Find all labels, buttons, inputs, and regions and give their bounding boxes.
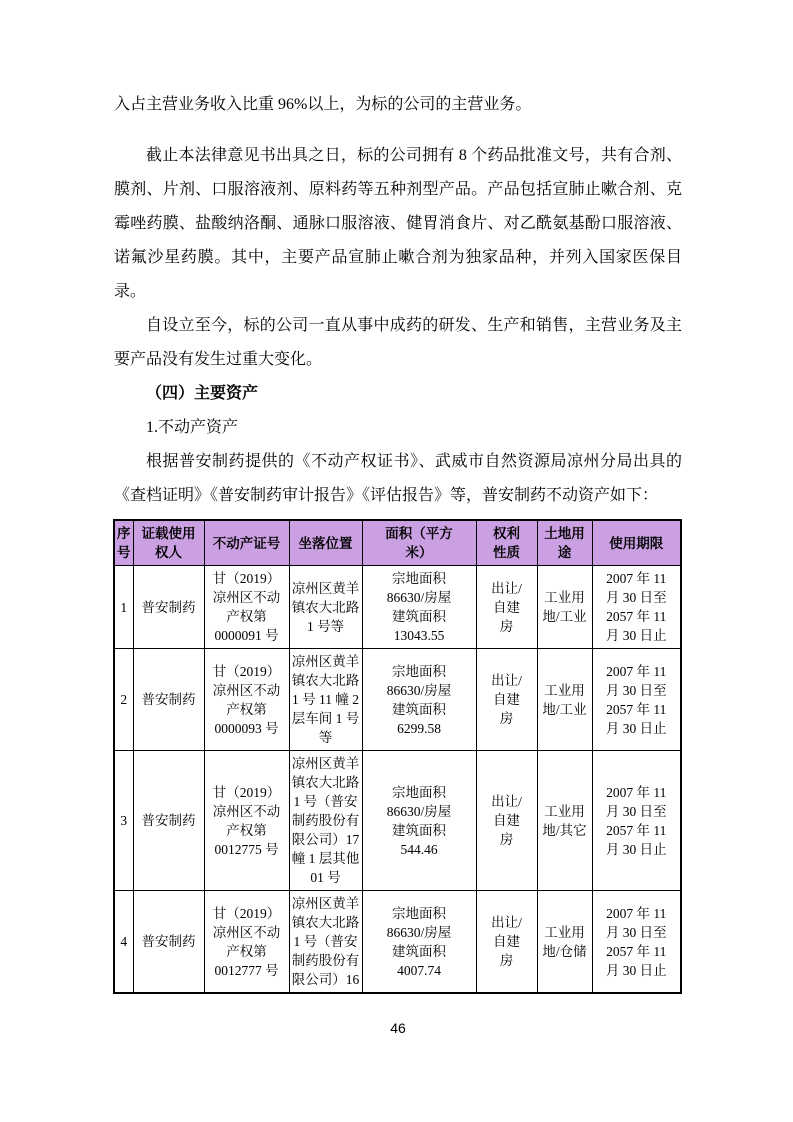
cell-right-nature: 出让/自建房 [476, 649, 537, 751]
cell-location: 凉州区黄羊镇农大北路 1 号等 [289, 566, 362, 649]
cell-land-use: 工业用地/工业 [537, 566, 592, 649]
cell-cert-number: 甘（2019）凉州区不动产权第 0000091 号 [204, 566, 289, 649]
table-header-row [114, 520, 681, 566]
cell-use-period: 2007 年 11 月 30 日至 2057 年 11 月 30 日止 [592, 649, 681, 751]
cell-land-use: 工业用地/仓储 [537, 891, 592, 994]
table-intro-paragraph: 根据普安制药提供的《不动产权证书》、武威市自然资源局凉州分局出具的《查档证明》《普安制药审计报告》《评估报告》等，普安制药不动资产如下： [114, 453, 682, 504]
cell-right-nature: 出让/自建房 [476, 566, 537, 649]
col-header-land-use: 土地用途 [537, 520, 592, 566]
cell-cert-number: 甘（2019）凉州区不动产权第 0012777 号 [204, 891, 289, 994]
cell-land-use: 工业用地/其它 [537, 751, 592, 891]
cell-location: 凉州区黄羊镇农大北路 1 号（普安制药股份有限公司）17 幢 1 层其他 01 号 [289, 751, 362, 891]
body-paragraph-continuation: 入占主营业务收入比重 96%以上，为标的公司的主营业务。 [114, 96, 532, 113]
cell-area: 宗地面积 86630/房屋建筑面积 4007.74 [362, 891, 476, 994]
cell-right-holder: 普安制药 [133, 649, 204, 751]
body-paragraph-business: 自设立至今，标的公司一直从事中成药的研发、生产和销售，主营业务及主要产品没有发生过重大变化。 [114, 317, 682, 368]
section-heading-main-assets: （四）主要资产 [146, 385, 259, 402]
col-header-area: 面积（平方米） [362, 520, 476, 566]
cell-right-holder: 普安制药 [133, 891, 204, 994]
cell-index: 2 [114, 649, 133, 751]
body-paragraph-license: 截止本法律意见书出具之日，标的公司拥有 8 个药品批准文号，共有合剂、膜剂、片剂、口服溶液剂、原料药等五种剂型产品。产品包括宣肺止嗽合剂、克霉唑药膜、盐酸纳洛酮、通脉口服溶液、健胃消食片、对乙酰氨基酚口服溶液、诺氟沙星药膜。其中，主要产品宣肺止嗽合剂为独家品种，并列入国家医保目录。 [114, 147, 682, 300]
cell-area: 宗地面积 86630/房屋建筑面积 6299.58 [362, 649, 476, 751]
cell-index: 3 [114, 751, 133, 891]
col-header-right-nature: 权利性质 [476, 520, 537, 566]
cell-use-period: 2007 年 11 月 30 日至 2057 年 11 月 30 日止 [592, 751, 681, 891]
cell-location: 凉州区黄羊镇农大北路 1 号（普安制药股份有限公司）16 [289, 891, 362, 994]
cell-land-use: 工业用地/工业 [537, 649, 592, 751]
cell-cert-number: 甘（2019）凉州区不动产权第 0000093 号 [204, 649, 289, 751]
cell-index: 4 [114, 891, 133, 994]
cell-location: 凉州区黄羊镇农大北路 1 号 11 幢 2 层车间 1 号等 [289, 649, 362, 751]
cell-right-nature: 出让/自建房 [476, 751, 537, 891]
table-row [114, 891, 681, 994]
cell-use-period: 2007 年 11 月 30 日至 2057 年 11 月 30 日止 [592, 891, 681, 994]
cell-area: 宗地面积 86630/房屋建筑面积 544.46 [362, 751, 476, 891]
table-row [114, 649, 681, 751]
page-number: 46 [390, 1020, 406, 1036]
table-row [114, 751, 681, 891]
col-header-cert-number: 不动产证号 [204, 520, 289, 566]
col-header-right-holder: 证载使用权人 [133, 520, 204, 566]
sub-heading-real-estate: 1.不动产资产 [146, 419, 239, 436]
col-header-use-period: 使用期限 [592, 520, 681, 566]
cell-right-holder: 普安制药 [133, 751, 204, 891]
cell-cert-number: 甘（2019）凉州区不动产权第 0012775 号 [204, 751, 289, 891]
cell-right-nature: 出让/自建房 [476, 891, 537, 994]
cell-index: 1 [114, 566, 133, 649]
col-header-location: 坐落位置 [289, 520, 362, 566]
cell-right-holder: 普安制药 [133, 566, 204, 649]
real-estate-assets-table [113, 519, 682, 994]
col-header-index: 序号 [114, 520, 133, 566]
cell-use-period: 2007 年 11 月 30 日至 2057 年 11 月 30 日止 [592, 566, 681, 649]
cell-area: 宗地面积 86630/房屋建筑面积 13043.55 [362, 566, 476, 649]
table-row [114, 566, 681, 649]
